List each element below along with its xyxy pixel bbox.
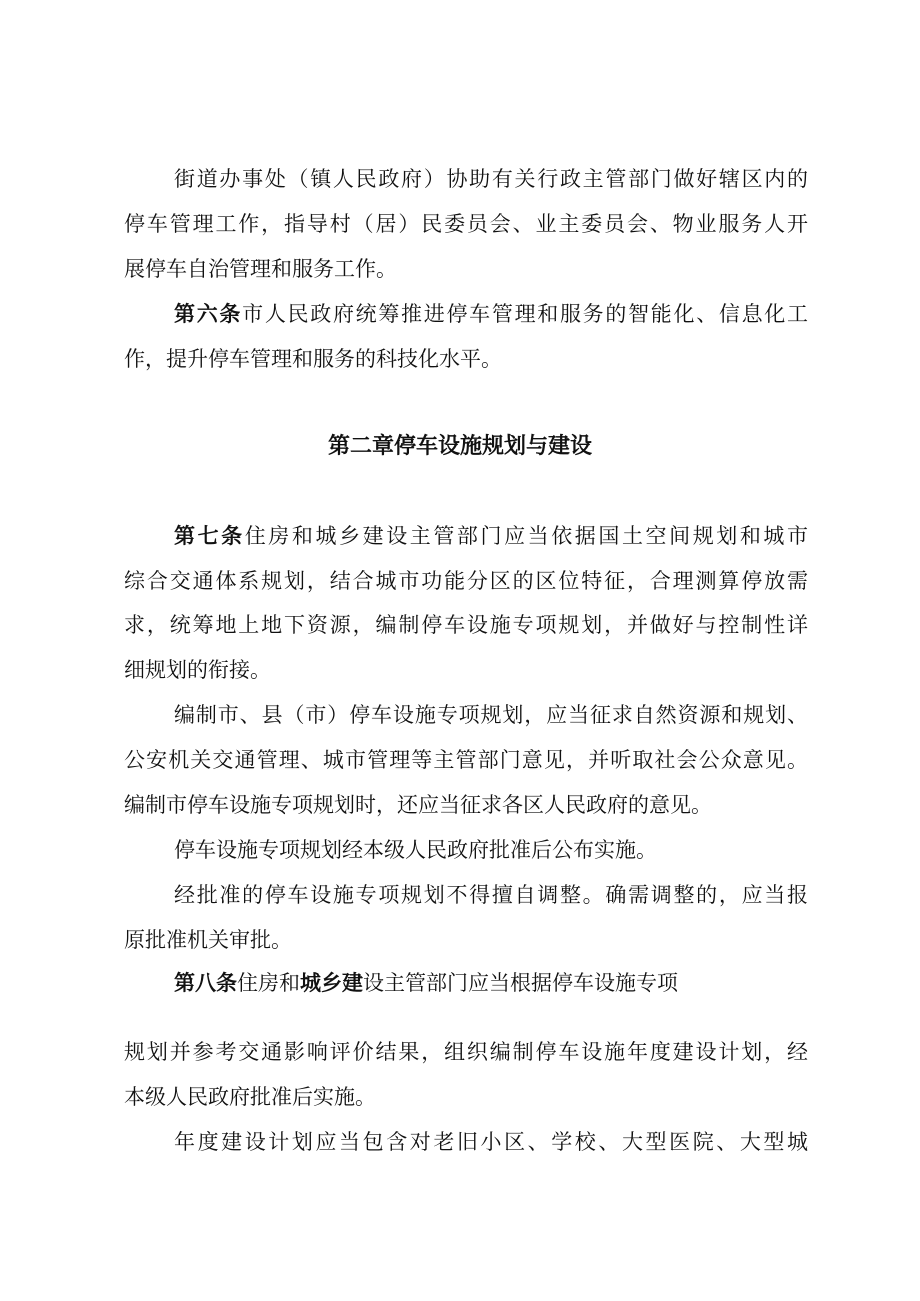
article-text: 住房和城乡建设主管部门应当依据国土空间规划和城市 [244, 524, 809, 548]
paragraph-line: 经批准的停车设施专项规划不得擅自调整。确需调整的，应当报 [174, 883, 808, 907]
paragraph-line: 本级人民政府批准后实施。 [124, 1085, 376, 1109]
paragraph-line: 求，统筹地上地下资源，编制停车设施专项规划，并做好与控制性详 [124, 613, 808, 637]
paragraph-line: 细规划的衔接。 [124, 658, 271, 682]
article-text: 市人民政府统筹推进停车管理和服务的智能化、信息化工 [242, 302, 809, 326]
paragraph-line: 停车管理工作，指导村（居）民委员会、业主委员会、物业服务人开 [124, 212, 808, 236]
article-text: 设主管部门应当根据停车设施专项 [363, 971, 678, 995]
article-text: 住房和 [237, 971, 300, 995]
paragraph-line: 编制市停车设施专项规划时，还应当征求各区人民政府的意见。 [124, 793, 712, 817]
paragraph-line: 公安机关交通管理、城市管理等主管部门意见，并听取社会公众意见。 [124, 748, 808, 772]
paragraph-line: 规划并参考交通影响评价结果，组织编制停车设施年度建设计划，经 [124, 1040, 808, 1064]
paragraph-line: 作，提升停车管理和服务的科技化水平。 [124, 347, 502, 371]
paragraph-line: 街道办事处（镇人民政府）协助有关行政主管部门做好辖区内的 [174, 167, 808, 191]
paragraph-line: 停车设施专项规划经本级人民政府批准后公布实施。 [174, 838, 657, 862]
paragraph-line: 综合交通体系规划，结合城市功能分区的区位特征，合理测算停放需 [124, 569, 808, 593]
article-7-line [174, 521, 808, 551]
article-8-line [174, 968, 678, 998]
paragraph-line: 原批准机关审批。 [124, 928, 292, 952]
article-label: 第八条 [174, 971, 237, 995]
chapter-heading: 第二章停车设施规划与建设 [327, 434, 592, 459]
paragraph-line: 展停车自治管理和服务工作。 [124, 257, 397, 281]
article-text-bold: 城乡建 [300, 971, 363, 995]
paragraph-line: 年度建设计划应当包含对老旧小区、学校、大型医院、大型城 [174, 1130, 808, 1154]
paragraph-line: 编制市、县（市）停车设施专项规划，应当征求自然资源和规划、 [174, 703, 808, 727]
article-label: 第七条 [174, 524, 245, 548]
article-label: 第六条 [174, 302, 243, 326]
article-6-line [174, 299, 808, 329]
